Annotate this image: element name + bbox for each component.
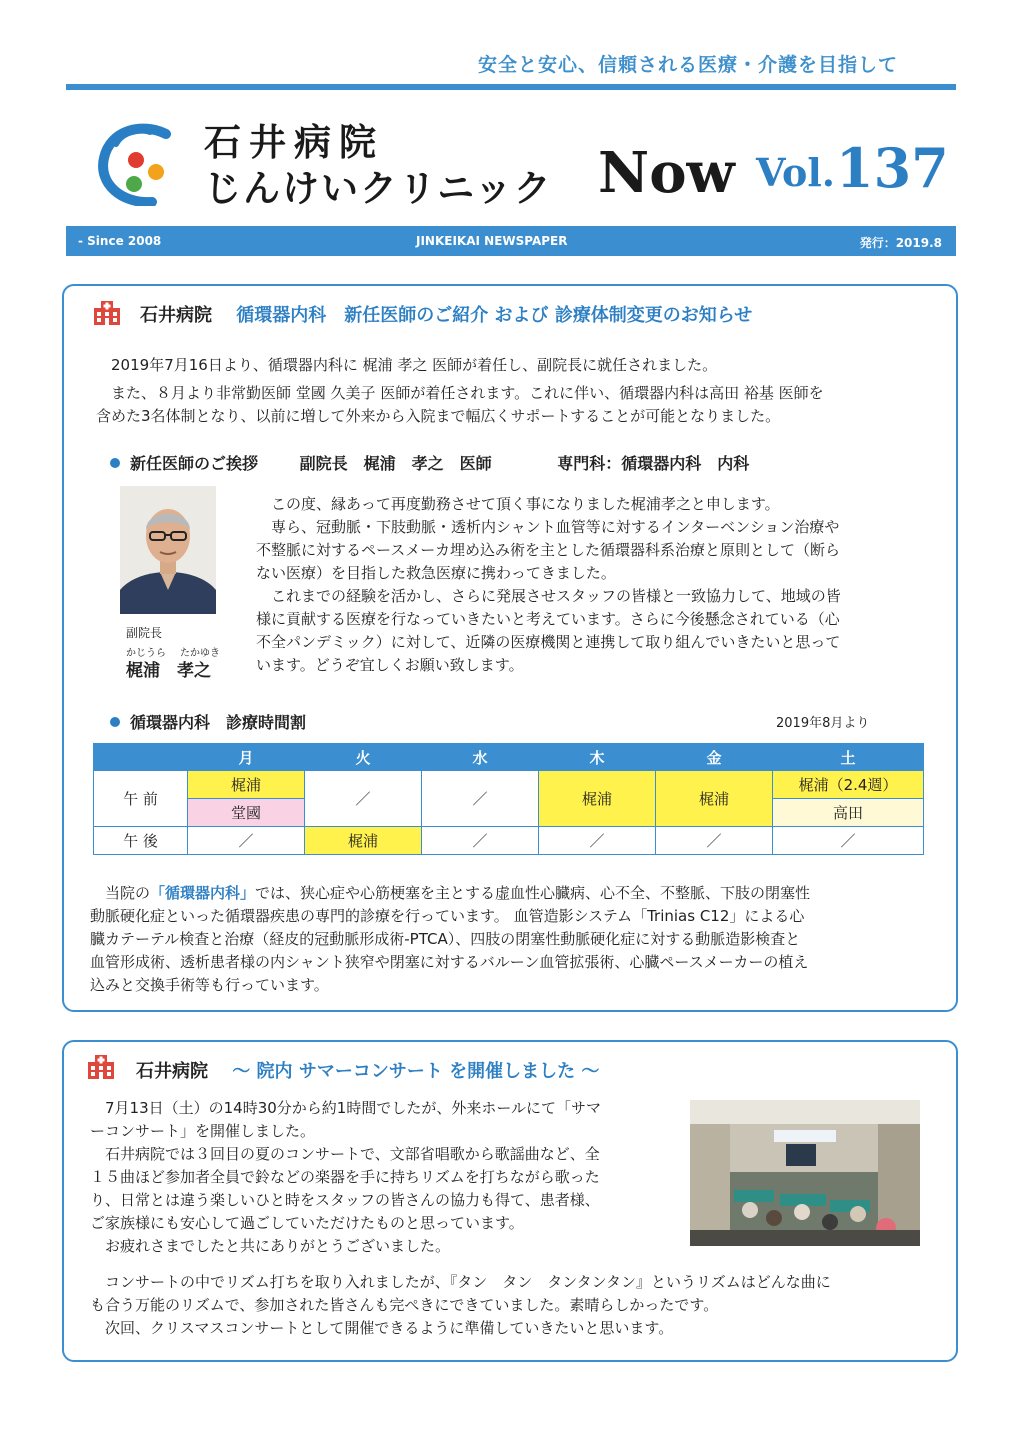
concert-line: お疲れさまでしたと共にありがとうございました。 [90,1237,451,1255]
schedule-pm-row [94,827,924,855]
section2-title-main: ～ 院内 サマーコンサート を開催しました ～ [232,1061,600,1082]
tagline: 安全と安心、信頼される医療・介護を目指して [478,54,899,76]
concert-line: コンサートの中でリズム打ちを取り入れましたが、『タン タン タンタンタン』というリズムはどんな曲に [90,1273,831,1291]
greeting-text [256,493,841,677]
concert-line: 石井病院では３回目の夏のコンサートで、文部省唱歌から歌謡曲など、全 [90,1145,600,1163]
greeting-line: 不整脈に対するペースメーカ埋め込み術を主とした循環器科系治療と原則として（断ら [256,541,840,559]
body-line: 臓カテーテル検査と治療（経皮的冠動脈形成術-PTCA）、四肢の閉塞性動脈硬化症に対する動脈造影検査と [90,930,801,948]
since-label: - Since 2008 [78,234,162,248]
hospital-name: 石井病院 [204,120,384,164]
greeting-specialty: 専門科：循環器内科 内科 [557,454,750,473]
greeting-line: これまでの経験を活かし、さらに発展させスタッフの皆様と一致協力して、地域の皆 [256,587,841,605]
am-label: 午 前 [94,771,188,827]
section1-title-org: 石井病院 [140,305,212,326]
section1-title-main: 循環器内科 新任医師のご紹介 および 診療体制変更のお知らせ [236,305,753,326]
schedule-cell: 梶浦 [656,771,773,827]
concert-photo [690,1100,920,1246]
cardiology-body [90,882,810,997]
day-header: 金 [656,744,773,771]
schedule-cell: 梶浦（2.4週） [773,771,924,799]
intro-line-1: 2019年7月16日より、循環器内科に 梶浦 孝之 医師が着任し、副院長に就任されました。 [111,356,718,374]
greeting-role: 副院長 梶浦 孝之 医師 [299,454,492,473]
schedule-am-row [94,771,924,799]
greeting-line: ない医療）を目指した救急医療に携わってきました。 [256,564,616,582]
vol-label: Vol. [756,150,836,195]
clinic-name: じんけいクリニック [204,166,553,210]
concert-line: 7月13日（土）の14時30分から約1時間でしたが、外来ホールにて「サマ [90,1099,602,1117]
concert-line: り、日常とは違う楽しいひと時をスタッフの皆さんの協力も得て、患者様、 [90,1191,600,1209]
greeting-line: この度、縁あって再度勤務させて頂く事になりました梶浦孝之と申します。 [256,495,780,513]
section2-title-org: 石井病院 [136,1061,208,1082]
body-line: 込みと交換手術等も行っています。 [90,976,329,994]
schedule-note: 2019年8月より [776,716,870,731]
greeting-line: 様に貢献する医療を行なっていきたいと考えています。さらに今後懸念されている（心 [256,610,840,628]
newspaper-label: JINKEIKAI NEWSPAPER [416,234,568,248]
header-rule [66,84,956,90]
issue-date: 発行：2019.8 [859,236,942,250]
photo-caption-title: 副院長 [126,626,163,640]
greeting-line: 専ら、冠動脈・下肢動脈・透析内シャント血管等に対するインターベンション治療や [256,518,840,536]
pm-label: 午 後 [94,827,188,855]
jinkeikai-logo-icon [96,120,182,206]
schedule-cell: 梶浦 [188,771,305,799]
intro-line-2b: 含めた3名体制となり、以前に増して外来から入院まで幅広くサポートすることが可能となりました。 [96,407,781,425]
concert-line: １５曲ほど参加者全員で鈴などの楽器を手に持ちリズムを打ちながら歌った [90,1168,600,1186]
body-line: 動脈硬化症といった循環器疾患の専門的診療を行っています。 血管造影システム「Trinias C12」による心 [90,907,805,925]
vol-number: 137 [836,136,949,200]
day-header: 月 [188,744,305,771]
section2-title [136,1057,599,1083]
schedule-corner [94,744,188,771]
body-line: 当院の「循環器内科」では、狭心症や心筋梗塞を主とする虚血性心臓病、心不全、不整脈、下肢の閉塞性 [90,884,811,902]
hospital-icon [92,300,122,326]
schedule-cell: 梶浦 [539,771,656,827]
day-header: 火 [305,744,422,771]
day-header: 水 [422,744,539,771]
concert-text-left [90,1097,601,1258]
day-header: 木 [539,744,656,771]
schedule-cell: 梶浦 [305,827,422,855]
intro-line-2a: また、８月より非常勤医師 堂國 久美子 医師が着任されます。これに伴い、循環器内科は高田 裕基 医師を [111,384,824,402]
schedule-cell: ／ [539,827,656,855]
concert-line: 次回、クリスマスコンサートとして開催できるように準備していきたいと思います。 [90,1319,674,1337]
masthead-bar [66,226,956,256]
hospital-icon [86,1054,116,1080]
schedule-cell: ／ [188,827,305,855]
greeting-line: います。どうぞ宜しくお願い致します。 [256,656,524,674]
photo-name: 梶浦 孝之 [126,661,211,681]
section1-title [140,301,752,327]
bullet-icon [110,717,120,727]
schedule-heading: 循環器内科 診療時間割 [110,710,306,733]
now-title: Now [598,140,735,206]
greeting-heading: 新任医師のご挨拶 副院長 梶浦 孝之 医師 専門科：循環器内科 内科 [110,451,749,474]
schedule-cell: ／ [422,827,539,855]
schedule-cell: ／ [773,827,924,855]
schedule-table [93,743,924,855]
body-line: 血管形成術、透析患者様の内シャント狭窄や閉塞に対するバルーン血管拡張術、心臓ペースメーカーの植え [90,953,809,971]
schedule-cell: 高田 [773,799,924,827]
photo-ruby-given: たかゆき [180,648,220,659]
doctor-photo [120,486,216,614]
photo-ruby-family: かじうら [126,648,166,659]
concert-line: ご家族様にも安心して過ごしていただけたものと思っています。 [90,1214,524,1232]
concert-text-full [90,1271,831,1340]
concert-line: ーコンサート」を開催しました。 [90,1122,316,1140]
schedule-cell: ／ [422,771,539,827]
schedule-cell: 堂國 [188,799,305,827]
bullet-icon [110,458,120,468]
schedule-header-row [94,744,924,771]
schedule-cell: ／ [656,827,773,855]
day-header: 土 [773,744,924,771]
schedule-cell: ／ [305,771,422,827]
concert-line: も合う万能のリズムで、参加された皆さんも完ぺきにできていました。素晴らしかったです。 [90,1296,719,1314]
greeting-line: 不全パンデミック）に対して、近隣の医療機関と連携して取り組んでいきたいと思って [256,633,841,651]
